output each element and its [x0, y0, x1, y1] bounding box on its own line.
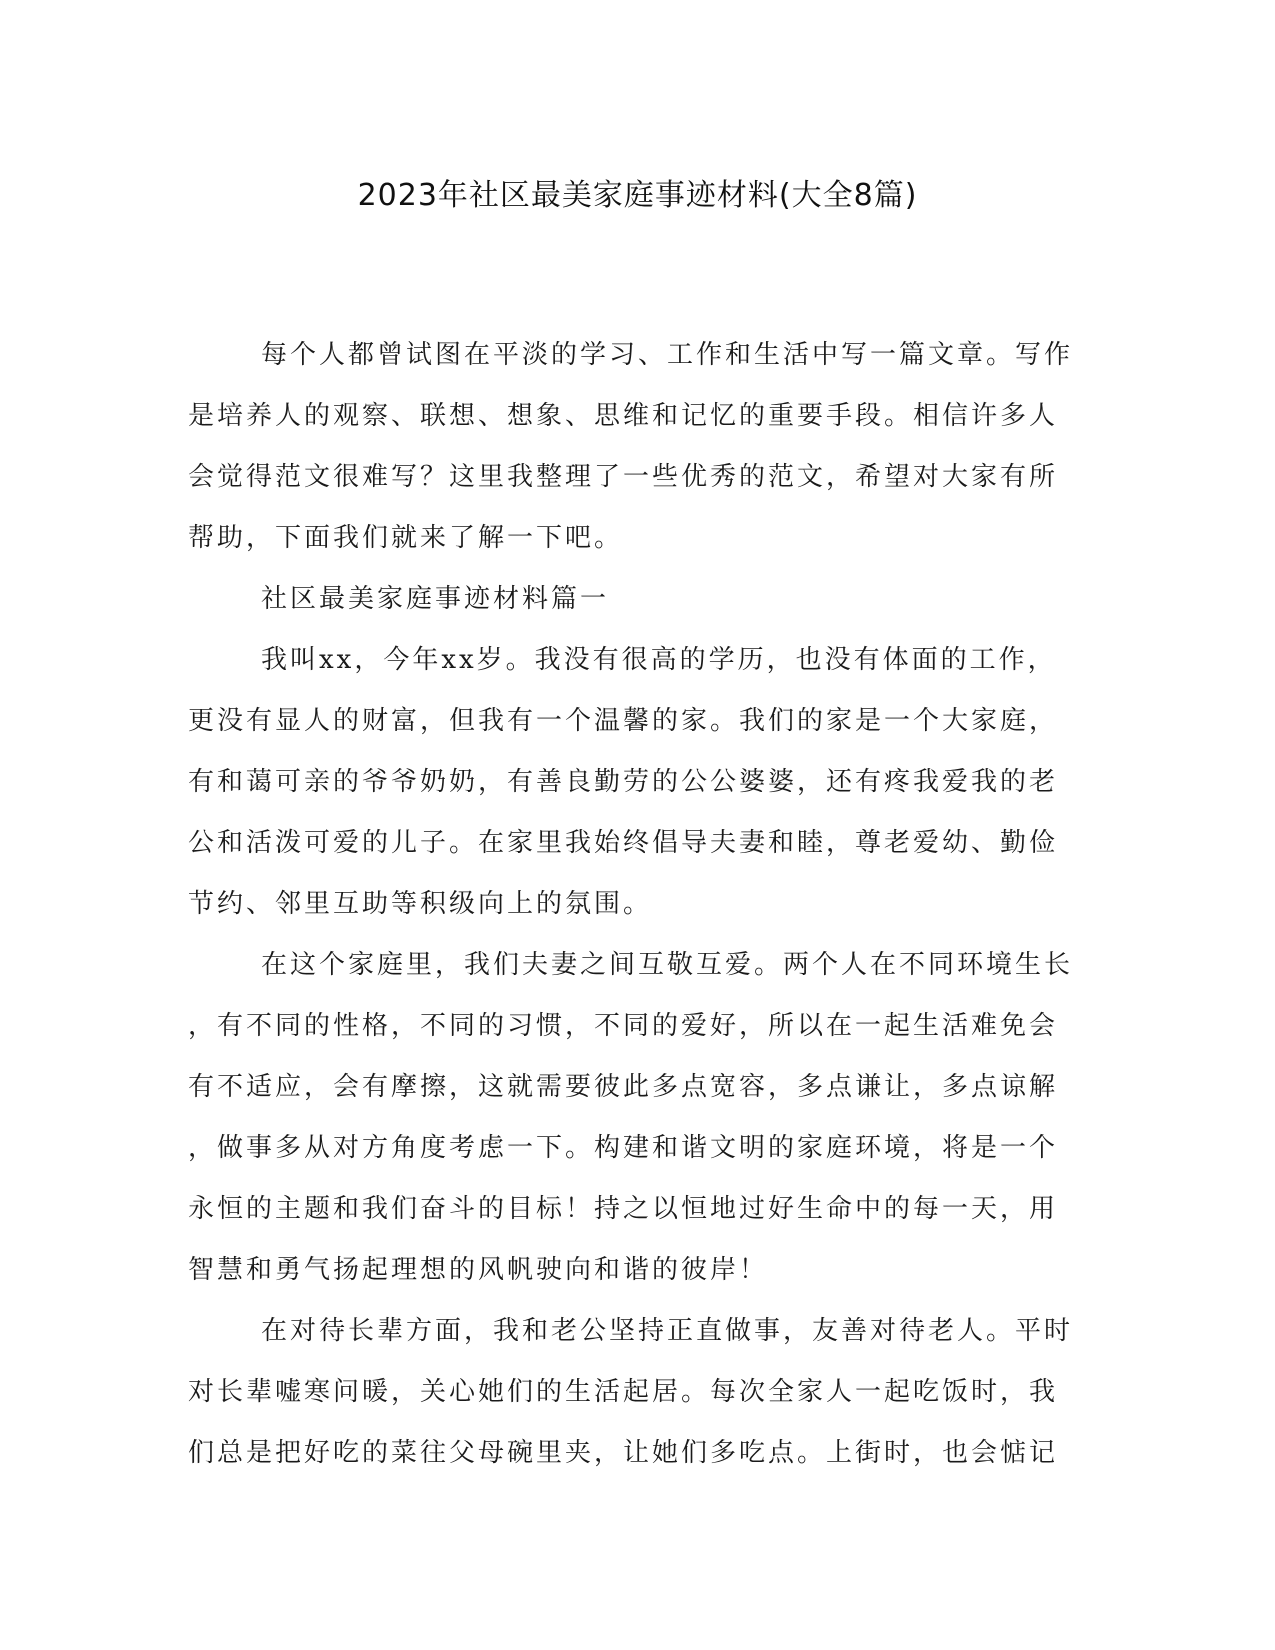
text-line: 公和活泼可爱的儿子。在家里我始终倡导夫妻和睦，尊老爱幼、勤俭	[188, 828, 1059, 858]
text-line: ，有不同的性格，不同的习惯，不同的爱好，所以在一起生活难免会	[188, 1011, 1059, 1041]
text-line: ，做事多从对方角度考虑一下。构建和谐文明的家庭环境，将是一个	[188, 1133, 1059, 1163]
document-body	[188, 325, 1075, 1484]
text-line: 们总是把好吃的菜往父母碗里夹，让她们多吃点。上街时，也会惦记	[188, 1438, 1059, 1468]
text-line: 智慧和勇气扬起理想的风帆驶向和谐的彼岸！	[188, 1255, 769, 1285]
text-line: 会觉得范文很难写？这里我整理了一些优秀的范文，希望对大家有所	[188, 462, 1059, 492]
text-line: 节约、邻里互助等积级向上的氛围。	[188, 889, 653, 919]
text-line: 帮助，下面我们就来了解一下吧。	[188, 523, 624, 553]
text-line: 每个人都曾试图在平淡的学习、工作和生活中写一篇文章。写作	[261, 340, 1074, 370]
text-line: 永恒的主题和我们奋斗的目标！持之以恒地过好生命中的每一天，用	[188, 1194, 1059, 1224]
text-line: 有和蔼可亲的爷爷奶奶，有善良勤劳的公公婆婆，还有疼我爱我的老	[188, 767, 1059, 797]
text-line: 我叫xx，今年xx岁。我没有很高的学历，也没有体面的工作，	[261, 645, 1057, 675]
text-line: 是培养人的观察、联想、想象、思维和记忆的重要手段。相信许多人	[188, 401, 1059, 431]
text-line: 有不适应，会有摩擦，这就需要彼此多点宽容，多点谦让，多点谅解	[188, 1072, 1059, 1102]
text-line: 在这个家庭里，我们夫妻之间互敬互爱。两个人在不同环境生长	[261, 950, 1074, 980]
text-line: 对长辈嘘寒问暖，关心她们的生活起居。每次全家人一起吃饭时，我	[188, 1377, 1059, 1407]
document-title: 2023年社区最美家庭事迹材料(大全8篇)	[357, 178, 918, 213]
text-line: 更没有显人的财富，但我有一个温馨的家。我们的家是一个大家庭，	[188, 706, 1059, 736]
text-line: 在对待长辈方面，我和老公坚持正直做事，友善对待老人。平时	[261, 1316, 1074, 1346]
section-heading: 社区最美家庭事迹材料篇一	[261, 584, 610, 614]
